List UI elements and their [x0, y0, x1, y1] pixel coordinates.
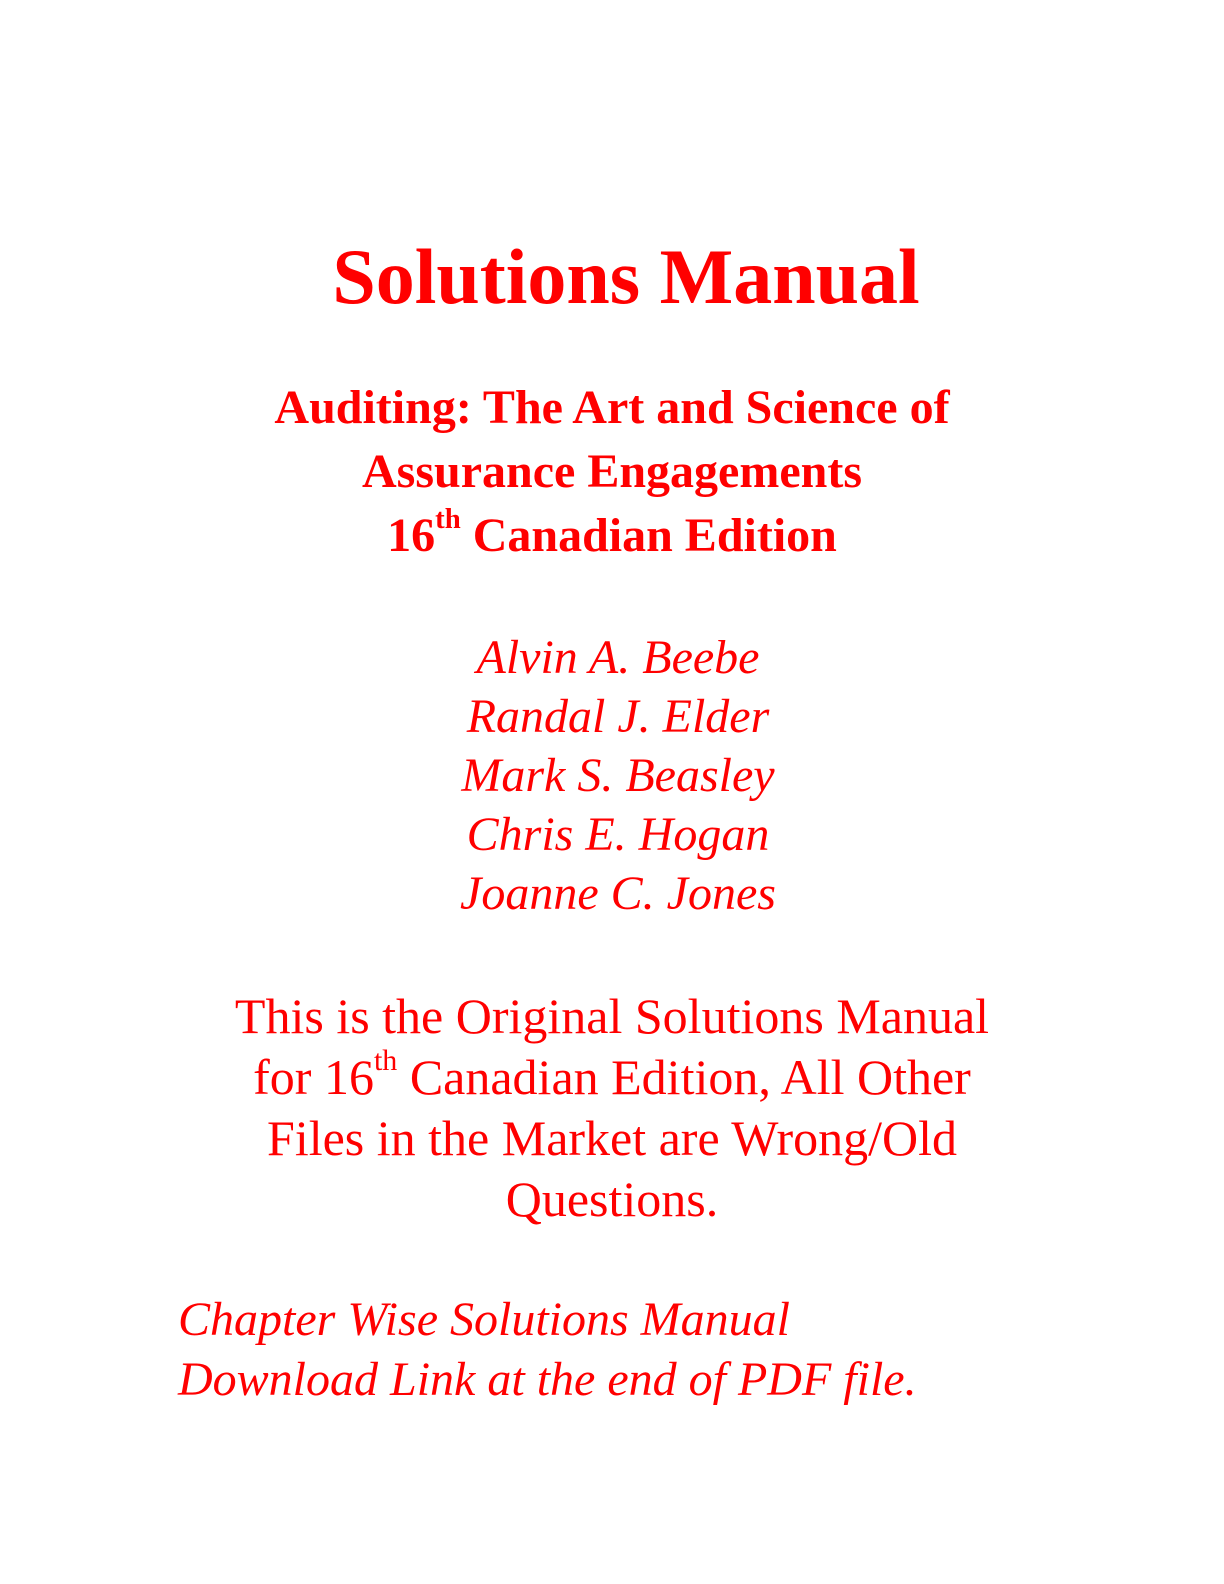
author-list — [6, 628, 1224, 923]
original-notice — [0, 986, 1224, 1230]
download-note — [178, 1290, 917, 1410]
notice-line-2-prefix: for 16 — [253, 1049, 374, 1105]
notice-line-3: Files in the Market are Wrong/Old — [267, 1110, 957, 1166]
notice-line-2-rest: Canadian Edition, All Other — [397, 1049, 971, 1105]
edition-text: Canadian Edition — [460, 509, 837, 562]
book-title-line-2: Assurance Engagements — [362, 445, 862, 498]
notice-line-2-suffix: th — [373, 1044, 398, 1078]
download-note-line-2: Download Link at the end of PDF file. — [178, 1353, 917, 1406]
book-title-block — [0, 376, 1224, 568]
author-name: Chris E. Hogan — [466, 808, 770, 861]
notice-line-2 — [0, 1044, 1224, 1108]
author-name: Joanne C. Jones — [460, 867, 776, 920]
notice-line-1: This is the Original Solutions Manual — [234, 988, 990, 1044]
edition-suffix: th — [435, 503, 461, 536]
book-title-line-1: Auditing: The Art and Science of — [274, 381, 950, 434]
author-name: Alvin A. Beebe — [476, 631, 760, 684]
notice-line-4: Questions. — [505, 1171, 719, 1227]
book-edition — [0, 504, 1224, 568]
author-name: Randal J. Elder — [466, 690, 770, 743]
author-name: Mark S. Beasley — [461, 749, 775, 802]
edition-number: 16 — [387, 509, 436, 562]
page-title: Solutions Manual — [332, 233, 920, 320]
download-note-line-1: Chapter Wise Solutions Manual — [178, 1293, 790, 1346]
